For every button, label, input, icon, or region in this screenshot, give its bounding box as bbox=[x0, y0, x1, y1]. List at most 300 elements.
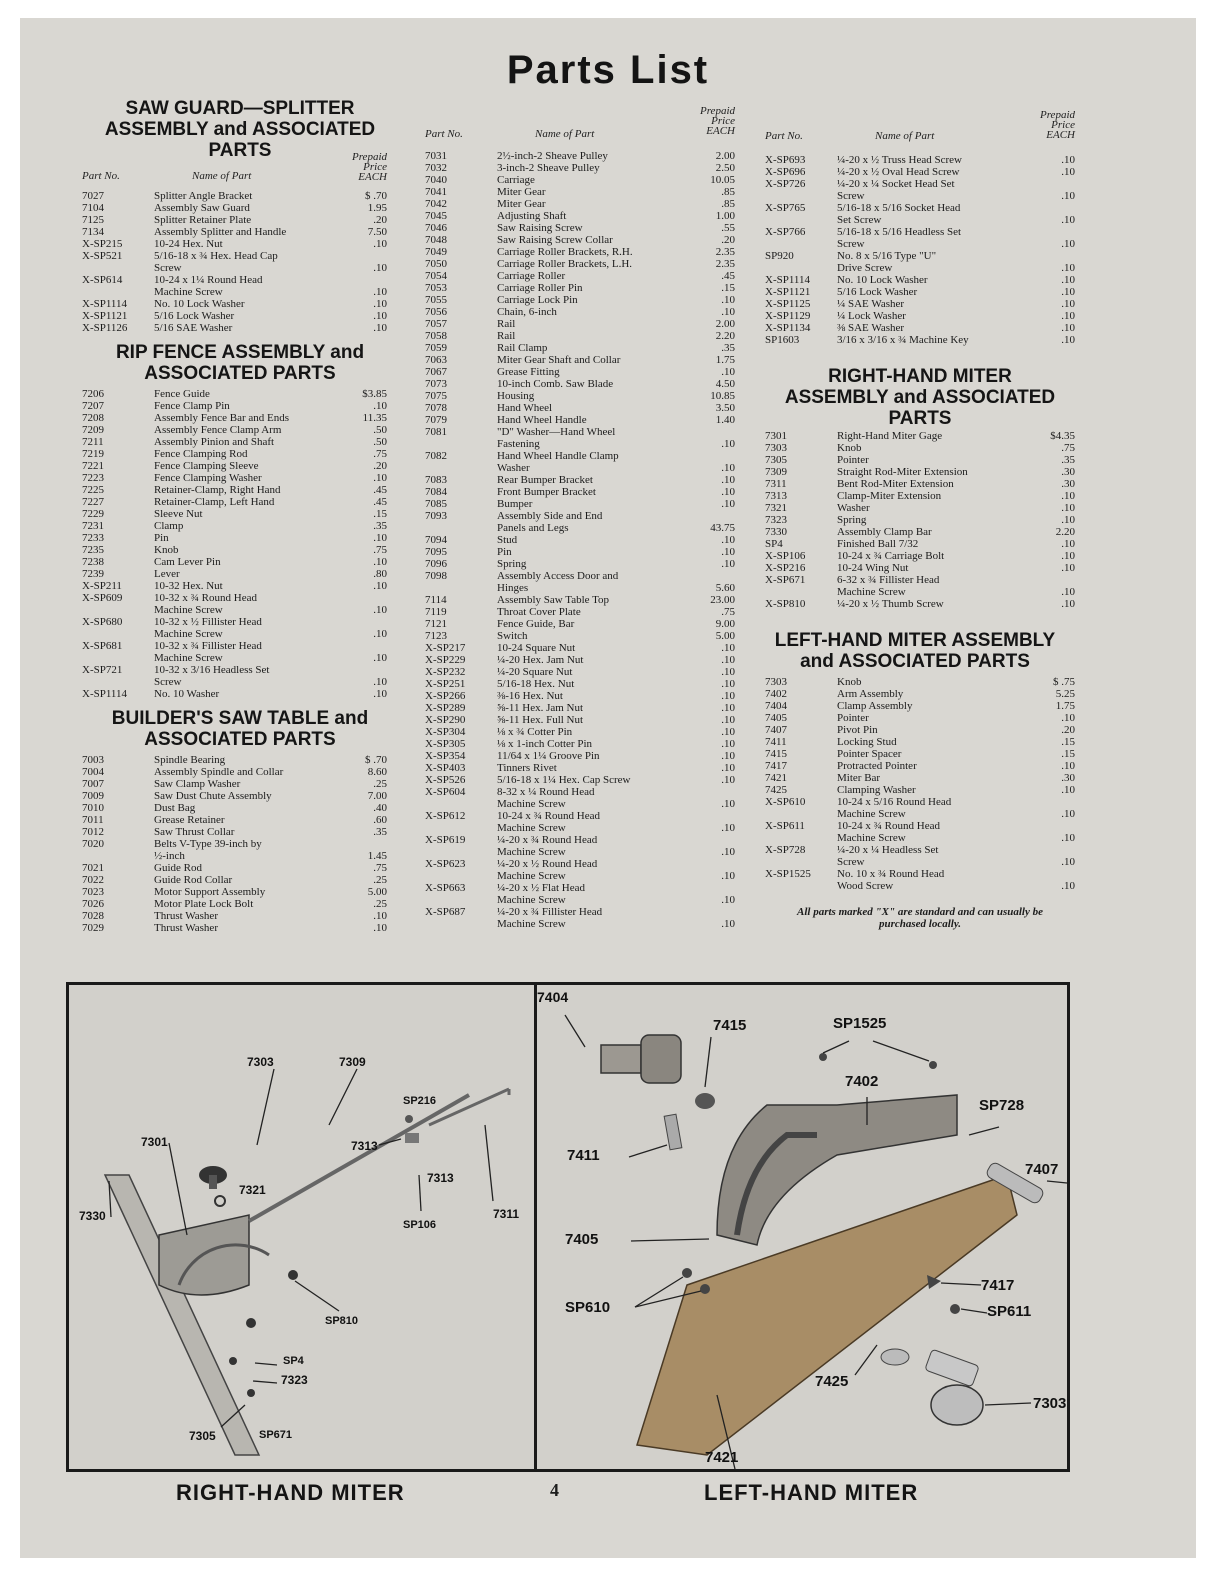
part-number: 7219 bbox=[82, 448, 104, 460]
part-number: X-SP687 bbox=[425, 906, 466, 918]
part-number: SP920 bbox=[765, 250, 794, 262]
part-name: ⅝-11 Hex. Jam Nut bbox=[497, 702, 584, 714]
part-name: Knob bbox=[837, 442, 862, 454]
part-number: X-SP211 bbox=[82, 580, 122, 592]
header-name: Name of Part bbox=[535, 128, 595, 140]
part-row bbox=[765, 748, 1075, 760]
part-name: ⅜ SAE Washer bbox=[837, 322, 905, 334]
part-number: 7084 bbox=[425, 486, 447, 498]
part-row bbox=[82, 532, 387, 544]
part-row bbox=[425, 390, 735, 402]
part-number: X-SP215 bbox=[82, 238, 123, 250]
part-number: X-SP721 bbox=[82, 664, 123, 676]
callout-sp106: SP106 bbox=[403, 1219, 437, 1231]
part-number: 7207 bbox=[82, 400, 104, 412]
part-row bbox=[425, 654, 735, 666]
part-name: ¼-20 x ½ Oval Head Screw bbox=[837, 166, 960, 178]
part-row bbox=[82, 412, 387, 424]
part-number: 7041 bbox=[425, 186, 447, 198]
part-row bbox=[425, 234, 735, 246]
part-name: 10-32 x 3/16 Headless Set Screw bbox=[154, 664, 270, 688]
part-row bbox=[425, 666, 735, 678]
part-price: .40 bbox=[373, 802, 387, 814]
part-price: .20 bbox=[721, 234, 735, 246]
part-name: Assembly Fence Bar and Ends bbox=[154, 412, 290, 424]
part-name: No. 10 x ¾ Round Head Wood Screw bbox=[837, 868, 945, 892]
part-price: .10 bbox=[1061, 490, 1075, 502]
part-number: 7098 bbox=[425, 570, 447, 582]
part-name: Right-Hand Miter Gage bbox=[837, 430, 943, 442]
section-title-rip-fence: RIP FENCE ASSEMBLY and ASSOCIATED PARTS bbox=[115, 342, 365, 384]
part-row bbox=[765, 796, 1075, 820]
part-row bbox=[425, 450, 735, 474]
part-name: Carriage Lock Pin bbox=[497, 294, 578, 306]
parts-list-misc-screws bbox=[765, 154, 1075, 346]
callout-sp610: SP610 bbox=[565, 1299, 611, 1316]
callout-7330: 7330 bbox=[79, 1209, 106, 1223]
part-name: Fence Guide, Bar bbox=[497, 618, 575, 630]
part-price: .10 bbox=[373, 688, 387, 700]
part-name: Knob bbox=[154, 544, 179, 556]
part-price: .10 bbox=[1061, 550, 1075, 562]
part-price: .85 bbox=[721, 198, 735, 210]
part-name: Pointer bbox=[837, 712, 869, 724]
part-price: .10 bbox=[721, 366, 735, 378]
part-price: .10 bbox=[721, 774, 735, 786]
part-name: Saw Dust Chute Assembly bbox=[154, 790, 272, 802]
part-price: .10 bbox=[721, 690, 735, 702]
part-number: 7421 bbox=[765, 772, 787, 784]
part-row bbox=[82, 778, 387, 790]
part-row bbox=[82, 544, 387, 556]
part-price: .10 bbox=[1061, 598, 1075, 610]
part-number: X-SP612 bbox=[425, 810, 466, 822]
caption-left-hand-miter: LEFT-HAND MITER bbox=[704, 1480, 919, 1505]
part-number: 7235 bbox=[82, 544, 104, 556]
part-row bbox=[765, 550, 1075, 562]
part-price: .10 bbox=[373, 604, 387, 616]
part-number: 7311 bbox=[765, 478, 787, 490]
callout-7425: 7425 bbox=[815, 1373, 849, 1390]
part-price: .45 bbox=[373, 484, 387, 496]
part-price: 23.00 bbox=[710, 594, 735, 606]
part-price: .10 bbox=[1061, 238, 1075, 250]
part-name: Locking Stud bbox=[837, 736, 897, 748]
part-price: .10 bbox=[721, 486, 735, 498]
part-number: X-SP604 bbox=[425, 786, 466, 798]
part-number: 7082 bbox=[425, 450, 447, 462]
part-price: 2.20 bbox=[1055, 526, 1075, 538]
part-row bbox=[765, 226, 1075, 250]
part-row bbox=[425, 714, 735, 726]
part-price: .10 bbox=[373, 286, 387, 298]
part-price: 1.95 bbox=[367, 202, 387, 214]
part-name: ¼-20 x ½ Round Head Machine Screw bbox=[497, 858, 598, 882]
part-row bbox=[425, 630, 735, 642]
callout-7303: 7303 bbox=[247, 1055, 274, 1069]
part-row bbox=[82, 274, 387, 298]
part-name: Clamp Assembly bbox=[837, 700, 913, 712]
part-name: Finished Ball 7/32 bbox=[837, 538, 919, 550]
part-row bbox=[82, 460, 387, 472]
part-number: X-SP289 bbox=[425, 702, 466, 714]
part-row bbox=[765, 334, 1075, 346]
part-price: .75 bbox=[1061, 442, 1075, 454]
part-price: .45 bbox=[721, 270, 735, 282]
part-number: 7046 bbox=[425, 222, 447, 234]
part-price: .50 bbox=[373, 436, 387, 448]
part-number: 7020 bbox=[82, 838, 104, 850]
part-number: X-SP1114 bbox=[82, 298, 128, 310]
part-name: Hand Wheel bbox=[497, 402, 553, 414]
part-row bbox=[425, 162, 735, 174]
part-number: X-SP766 bbox=[765, 226, 806, 238]
part-number: 7040 bbox=[425, 174, 447, 186]
part-name: Retainer-Clamp, Right Hand bbox=[154, 484, 281, 496]
part-name: Assembly Spindle and Collar bbox=[154, 766, 284, 778]
part-price: .10 bbox=[1061, 286, 1075, 298]
part-row bbox=[765, 502, 1075, 514]
part-price: 2.35 bbox=[715, 246, 735, 258]
part-row bbox=[425, 678, 735, 690]
header-name: Name of Part bbox=[875, 130, 935, 142]
part-name: Switch bbox=[497, 630, 528, 642]
part-row bbox=[425, 606, 735, 618]
part-row bbox=[425, 342, 735, 354]
part-number: X-SP229 bbox=[425, 654, 466, 666]
part-price: 9.00 bbox=[715, 618, 735, 630]
part-name: Thrust Washer bbox=[154, 922, 218, 934]
part-number: X-SP354 bbox=[425, 750, 466, 762]
part-number: X-SP1129 bbox=[765, 310, 811, 322]
part-number: 7223 bbox=[82, 472, 104, 484]
part-number: 7042 bbox=[425, 198, 447, 210]
part-price: .10 bbox=[721, 294, 735, 306]
part-price: .15 bbox=[373, 508, 387, 520]
part-number: 7301 bbox=[765, 430, 787, 442]
part-price: .75 bbox=[721, 606, 735, 618]
part-number: 7067 bbox=[425, 366, 447, 378]
part-name: ⅛ x 1-inch Cotter Pin bbox=[497, 738, 593, 750]
part-name: Assembly Side and End Panels and Legs bbox=[497, 510, 603, 534]
part-row bbox=[82, 688, 387, 700]
part-price: .10 bbox=[721, 306, 735, 318]
part-row bbox=[765, 310, 1075, 322]
part-number: 7417 bbox=[765, 760, 787, 772]
part-number: 7125 bbox=[82, 214, 104, 226]
part-name: 10-32 Hex. Nut bbox=[154, 580, 223, 592]
part-number: 7053 bbox=[425, 282, 447, 294]
part-price: .10 bbox=[1061, 154, 1075, 166]
callout-7402: 7402 bbox=[845, 1073, 879, 1090]
part-row bbox=[82, 484, 387, 496]
part-price: 2.00 bbox=[715, 318, 735, 330]
part-name: Pin bbox=[154, 532, 169, 544]
part-price: .10 bbox=[1061, 712, 1075, 724]
part-row bbox=[425, 150, 735, 162]
part-price: .10 bbox=[721, 498, 735, 510]
part-name: Bumper bbox=[497, 498, 533, 510]
part-name: Saw Raising Screw bbox=[497, 222, 583, 234]
part-name: 6-32 x ¾ Fillister Head Machine Screw bbox=[837, 574, 940, 598]
part-row bbox=[82, 520, 387, 532]
part-row bbox=[765, 298, 1075, 310]
part-price: 43.75 bbox=[710, 522, 735, 534]
part-name: Bent Rod-Miter Extension bbox=[837, 478, 954, 490]
part-row bbox=[82, 298, 387, 310]
part-row bbox=[425, 330, 735, 342]
part-number: X-SP610 bbox=[765, 796, 806, 808]
part-number: 7027 bbox=[82, 190, 104, 202]
part-price: 2.50 bbox=[715, 162, 735, 174]
callout-7404: 7404 bbox=[537, 989, 569, 1005]
part-name: Hand Wheel Handle bbox=[497, 414, 587, 426]
part-number: 7104 bbox=[82, 202, 104, 214]
part-number: 7095 bbox=[425, 546, 447, 558]
header-part-no: Part No. bbox=[425, 128, 463, 140]
part-price: .10 bbox=[373, 298, 387, 310]
part-number: 7425 bbox=[765, 784, 787, 796]
part-name: Saw Raising Screw Collar bbox=[497, 234, 613, 246]
part-name: Miter Bar bbox=[837, 772, 881, 784]
callout-7405: 7405 bbox=[565, 1231, 599, 1248]
part-row bbox=[425, 774, 735, 786]
part-number: 7221 bbox=[82, 460, 104, 472]
part-price: .10 bbox=[1061, 322, 1075, 334]
part-price: .80 bbox=[373, 568, 387, 580]
part-name: 5/16 Lock Washer bbox=[837, 286, 918, 298]
part-row bbox=[765, 538, 1075, 550]
part-number: 7073 bbox=[425, 378, 447, 390]
page-number: 4 bbox=[550, 1480, 559, 1500]
part-price: .75 bbox=[373, 544, 387, 556]
part-name: Splitter Retainer Plate bbox=[154, 214, 252, 226]
parts-list-builders-table bbox=[82, 754, 387, 934]
part-name: Clamp-Miter Extension bbox=[837, 490, 942, 502]
part-name: 10-32 x ¾ Fillister Head Machine Screw bbox=[154, 640, 262, 664]
part-number: X-SP619 bbox=[425, 834, 466, 846]
part-price: 2.35 bbox=[715, 258, 735, 270]
callout-sp810: SP810 bbox=[325, 1315, 359, 1327]
part-number: X-SP232 bbox=[425, 666, 466, 678]
part-price: .10 bbox=[1061, 808, 1075, 820]
part-number: X-SP765 bbox=[765, 202, 806, 214]
part-name: Fence Clamping Rod bbox=[154, 448, 248, 460]
part-name: Spring bbox=[837, 514, 867, 526]
part-name: ¼-20 x ¾ Round Head Machine Screw bbox=[497, 834, 598, 858]
part-name: No. 10 Lock Washer bbox=[837, 274, 928, 286]
part-row bbox=[425, 486, 735, 498]
part-number: X-SP304 bbox=[425, 726, 466, 738]
part-row bbox=[425, 198, 735, 210]
part-number: X-SP810 bbox=[765, 598, 806, 610]
part-price: 2.20 bbox=[715, 330, 735, 342]
part-name: Assembly Splitter and Handle bbox=[154, 226, 287, 238]
part-price: .10 bbox=[373, 322, 387, 334]
part-number: 7050 bbox=[425, 258, 447, 270]
part-name: Motor Support Assembly bbox=[154, 886, 266, 898]
part-row bbox=[765, 820, 1075, 844]
callout-7311: 7311 bbox=[493, 1207, 520, 1221]
part-number: 7402 bbox=[765, 688, 787, 700]
part-price: .10 bbox=[1061, 538, 1075, 550]
part-number: 7056 bbox=[425, 306, 447, 318]
part-number: X-SP623 bbox=[425, 858, 466, 870]
callout-7313-b: 7313 bbox=[427, 1171, 454, 1185]
part-number: X-SP1134 bbox=[765, 322, 811, 334]
part-name: Splitter Angle Bracket bbox=[154, 190, 253, 202]
part-row bbox=[425, 270, 735, 282]
part-row bbox=[425, 738, 735, 750]
part-price: .10 bbox=[721, 534, 735, 546]
part-name: Grease Retainer bbox=[154, 814, 225, 826]
part-price: .10 bbox=[373, 628, 387, 640]
part-number: 7028 bbox=[82, 910, 104, 922]
part-row bbox=[765, 178, 1075, 202]
parts-list-middle bbox=[425, 150, 735, 930]
part-row bbox=[425, 402, 735, 414]
part-name: Thrust Washer bbox=[154, 910, 218, 922]
part-row bbox=[425, 534, 735, 546]
part-number: 7010 bbox=[82, 802, 104, 814]
part-number: X-SP728 bbox=[765, 844, 806, 856]
callout-7309: 7309 bbox=[339, 1055, 366, 1069]
part-price: .10 bbox=[1061, 562, 1075, 574]
part-price: .10 bbox=[1061, 166, 1075, 178]
part-row bbox=[82, 922, 387, 934]
part-row bbox=[82, 496, 387, 508]
part-row bbox=[765, 772, 1075, 784]
part-price: $ .70 bbox=[365, 754, 387, 766]
part-price: .50 bbox=[373, 424, 387, 436]
column-header-middle bbox=[425, 106, 735, 142]
parts-list-right-miter bbox=[765, 430, 1075, 610]
header-part-no: Part No. bbox=[82, 170, 120, 182]
part-number: 7081 bbox=[425, 426, 447, 438]
part-number: 7075 bbox=[425, 390, 447, 402]
part-number: X-SP403 bbox=[425, 762, 466, 774]
part-price: .20 bbox=[373, 460, 387, 472]
part-number: 7303 bbox=[765, 676, 787, 688]
part-row bbox=[425, 618, 735, 630]
part-name: 8-32 x ¼ Round Head Machine Screw bbox=[497, 786, 595, 810]
part-number: 7211 bbox=[82, 436, 104, 448]
part-name: ¼-20 Square Nut bbox=[497, 666, 573, 678]
part-name: Saw Thrust Collar bbox=[154, 826, 235, 838]
part-row bbox=[82, 238, 387, 250]
part-number: X-SP1126 bbox=[82, 322, 128, 334]
callout-7321: 7321 bbox=[239, 1183, 266, 1197]
part-row bbox=[82, 838, 387, 862]
part-row bbox=[425, 378, 735, 390]
part-name: Assembly Fence Clamp Arm bbox=[154, 424, 282, 436]
part-price: .25 bbox=[373, 874, 387, 886]
part-number: 7045 bbox=[425, 210, 447, 222]
part-row bbox=[765, 154, 1075, 166]
part-price: .45 bbox=[373, 496, 387, 508]
part-price: 1.40 bbox=[715, 414, 735, 426]
part-name: ¼-20 Hex. Jam Nut bbox=[497, 654, 584, 666]
part-row bbox=[425, 366, 735, 378]
part-name: 10-24 x ¾ Round Head Machine Screw bbox=[497, 810, 600, 834]
part-number: 7206 bbox=[82, 388, 104, 400]
part-price: .10 bbox=[1061, 334, 1075, 346]
part-price: $3.85 bbox=[362, 388, 387, 400]
part-number: 7029 bbox=[82, 922, 104, 934]
part-name: Fence Clamping Washer bbox=[154, 472, 262, 484]
part-row bbox=[765, 676, 1075, 688]
part-price: .10 bbox=[721, 762, 735, 774]
part-price: .15 bbox=[1061, 748, 1075, 760]
part-row bbox=[425, 474, 735, 486]
part-number: 7022 bbox=[82, 874, 104, 886]
part-price: 1.00 bbox=[715, 210, 735, 222]
callout-sp216: SP216 bbox=[403, 1095, 437, 1107]
part-number: 7021 bbox=[82, 862, 104, 874]
part-row bbox=[82, 874, 387, 886]
part-row bbox=[425, 726, 735, 738]
part-number: 7405 bbox=[765, 712, 787, 724]
part-price: .10 bbox=[373, 400, 387, 412]
part-number: X-SP521 bbox=[82, 250, 123, 262]
part-row bbox=[765, 202, 1075, 226]
part-number: 7119 bbox=[425, 606, 447, 618]
part-number: X-SP305 bbox=[425, 738, 466, 750]
part-name: 5/16-18 x ¾ Hex. Head Cap Screw bbox=[154, 250, 278, 274]
part-price: .35 bbox=[373, 826, 387, 838]
part-name: Motor Plate Lock Bolt bbox=[154, 898, 254, 910]
part-price: 5.60 bbox=[715, 582, 735, 594]
part-row bbox=[425, 882, 735, 906]
part-name: Pin bbox=[497, 546, 512, 558]
part-row bbox=[765, 454, 1075, 466]
part-row bbox=[425, 750, 735, 762]
part-name: Carriage Roller Pin bbox=[497, 282, 583, 294]
part-row bbox=[765, 724, 1075, 736]
part-name: 5/16-18 x 1¼ Hex. Cap Screw bbox=[497, 774, 631, 786]
part-price: .10 bbox=[373, 262, 387, 274]
part-price: .10 bbox=[1061, 760, 1075, 772]
part-price: .15 bbox=[721, 282, 735, 294]
part-row bbox=[82, 814, 387, 826]
part-row bbox=[425, 258, 735, 270]
part-row bbox=[82, 436, 387, 448]
part-name: Chain, 6-inch bbox=[497, 306, 557, 318]
part-name: ¼ SAE Washer bbox=[837, 298, 905, 310]
part-name: Fence Clamp Pin bbox=[154, 400, 230, 412]
part-number: 7055 bbox=[425, 294, 447, 306]
part-row bbox=[82, 250, 387, 274]
part-price: .10 bbox=[1061, 298, 1075, 310]
part-name: ¼ Lock Washer bbox=[837, 310, 906, 322]
part-row bbox=[82, 472, 387, 484]
part-row bbox=[425, 174, 735, 186]
part-price: .10 bbox=[1061, 310, 1075, 322]
part-row bbox=[82, 310, 387, 322]
callout-7417: 7417 bbox=[981, 1277, 1015, 1294]
part-row bbox=[425, 510, 735, 534]
part-price: .10 bbox=[373, 676, 387, 688]
section-title-right-miter: RIGHT-HAND MITER ASSEMBLY and ASSOCIATED PARTS bbox=[784, 366, 1056, 429]
part-row bbox=[425, 210, 735, 222]
part-price: .25 bbox=[373, 898, 387, 910]
part-row bbox=[765, 250, 1075, 274]
part-number: 7330 bbox=[765, 526, 787, 538]
callout-sp1525: SP1525 bbox=[833, 1015, 887, 1032]
part-name: Miter Gear Shaft and Collar bbox=[497, 354, 621, 366]
part-name: 3/16 x 3/16 x ¾ Machine Key bbox=[837, 334, 969, 346]
part-row bbox=[425, 498, 735, 510]
